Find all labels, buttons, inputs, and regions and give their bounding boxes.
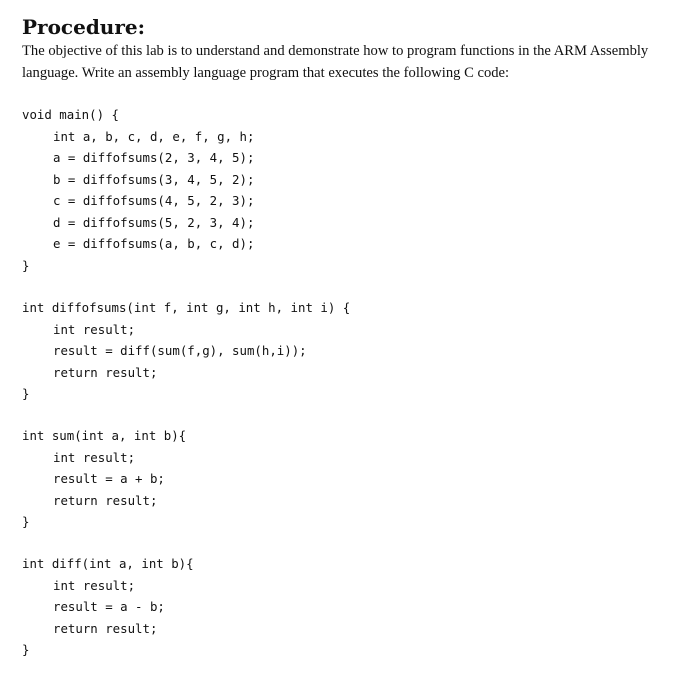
- code-signature: int diffofsums(int f, int g, int h, int i) {: [22, 300, 351, 315]
- intro-line: The objective of this lab is to understand and demonstrate how to program functions in the ARM Assembly: [22, 43, 649, 59]
- code-close-brace: }: [22, 257, 30, 273]
- code-block-diffofsums: [22, 297, 350, 405]
- code-signature: void main() {: [22, 107, 119, 122]
- code-signature: int sum(int a, int b){: [22, 428, 187, 443]
- intro-line: language. Write an assembly language program that executes the following C code:: [22, 65, 510, 81]
- code-close-brace: }: [22, 642, 30, 657]
- code-close-brace: }: [22, 386, 30, 401]
- code-line: result = a - b;: [53, 599, 165, 614]
- code-line: result = diff(sum(f,g), sum(h,i));: [53, 343, 307, 358]
- code-line: return result;: [53, 620, 158, 636]
- code-block-sum: [22, 425, 186, 533]
- code-line: int result;: [53, 321, 136, 337]
- code-line: d = diffofsums(5, 2, 3, 4);: [53, 214, 255, 230]
- code-line: return result;: [53, 492, 158, 508]
- code-block-diff: [22, 553, 194, 661]
- code-close-brace: }: [22, 514, 30, 529]
- code-line: return result;: [53, 364, 158, 380]
- code-signature: int diff(int a, int b){: [22, 556, 194, 571]
- code-line: a = diffofsums(2, 3, 4, 5);: [53, 150, 255, 165]
- code-line: b = diffofsums(3, 4, 5, 2);: [53, 171, 255, 187]
- procedure-heading: Procedure:: [22, 15, 145, 39]
- code-line: int a, b, c, d, e, f, g, h;: [53, 128, 255, 144]
- intro-paragraph: [22, 40, 690, 84]
- code-line: result = a + b;: [53, 471, 165, 486]
- code-line: e = diffofsums(a, b, c, d);: [53, 236, 255, 251]
- code-line: int result;: [53, 449, 136, 465]
- code-block-main: [22, 104, 254, 276]
- code-line: int result;: [53, 577, 136, 593]
- code-line: c = diffofsums(4, 5, 2, 3);: [53, 193, 255, 208]
